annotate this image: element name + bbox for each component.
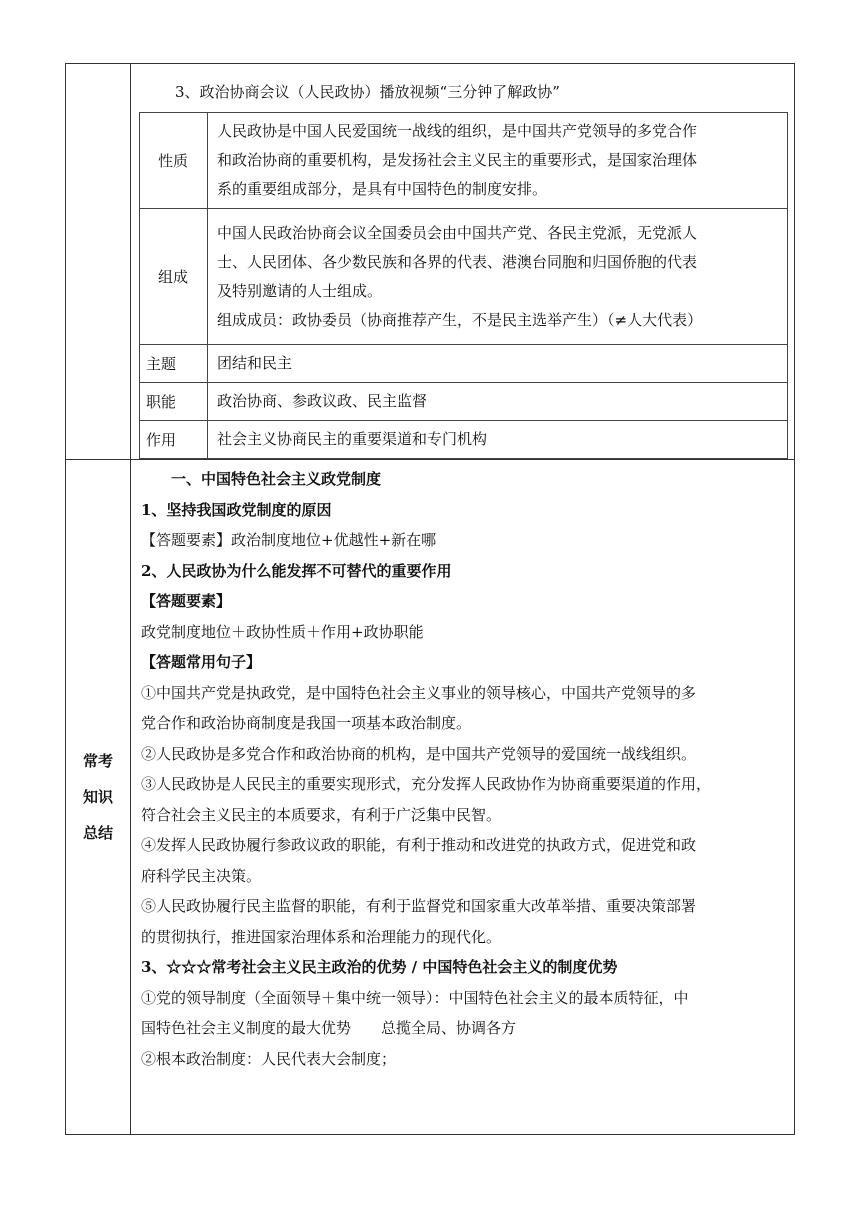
s3-title: 3、☆☆☆常考社会主义民主政治的优势 / 中国特色社会主义的制度优势 [141, 958, 618, 976]
text-line: 系的重要组成部分，是具有中国特色的制度安排。 [217, 180, 548, 198]
intro-line: 3、政治协商会议（人民政协）播放视频“三分钟了解政协” [175, 83, 560, 101]
summary-left-label [66, 460, 131, 1135]
s1-title: 1、坚持我国政党制度的原因 [141, 500, 332, 519]
s2-item-5 [141, 891, 794, 952]
cppcc-row-nature [140, 113, 788, 209]
text-line: ③人民政协是人民民主的重要实现形式，充分发挥人民政协作为协商重要渠道的作用， [141, 775, 712, 793]
text-line: ④发挥人民政协履行参政议政的职能，有利于推动和改进党的执政方式，促进党和政 [141, 836, 697, 854]
s3-item-2: ②根本政治制度：人民代表大会制度； [141, 1049, 397, 1068]
s2-title: 2、人民政协为什么能发挥不可替代的重要作用 [141, 561, 452, 580]
s2-item-2: ②人民政协是多党合作和政治协商的机构，是中国共产党领导的爱国统一战线组织。 [141, 744, 697, 763]
text-line: 府科学民主决策。 [141, 866, 262, 885]
cppcc-row-theme [140, 345, 788, 383]
cppcc-label-role: 作用 [140, 421, 208, 459]
cppcc-value-function: 政治协商、参政议政、民主监督 [208, 383, 788, 421]
text-line: 的贯彻执行，推进国家治理体系和治理能力的现代化。 [141, 927, 502, 946]
cppcc-row-function [140, 383, 788, 421]
cppcc-value-role: 社会主义协商民主的重要渠道和专门机构 [208, 421, 788, 459]
cppcc-value-nature [208, 113, 788, 209]
s2-item-3 [141, 769, 794, 830]
label-line: 知识 [82, 788, 113, 806]
text-line: 符合社会主义民主的本质要求，有利于广泛集中民智。 [141, 805, 502, 824]
top-row [66, 64, 795, 460]
section-heading: 一、中国特色社会主义政党制度 [171, 470, 382, 488]
text-line: ①中国共产党是执政党，是中国特色社会主义事业的领导核心，中国共产党领导的多 [141, 683, 697, 702]
text-line: 士、人民团体、各少数民族和各界的代表、港澳台同胞和归国侨胞的代表 [217, 252, 698, 271]
document-table [65, 63, 795, 1135]
summary-content-cell [131, 460, 795, 1135]
cppcc-label-composition: 组成 [140, 209, 208, 345]
s1-body: 【答题要素】政治制度地位+优越性+新在哪 [141, 531, 437, 549]
text-line: 国特色社会主义制度的最大优势 总揽全局、协调各方 [141, 1019, 517, 1037]
s2-item-4 [141, 830, 794, 891]
cppcc-row-role [140, 421, 788, 459]
cppcc-label-nature: 性质 [140, 113, 208, 209]
text-line: 中国人民政治协商会议全国委员会由中国共产党、各民主党派，无党派人 [217, 223, 698, 242]
summary-content [131, 460, 794, 1074]
s3-item-1 [141, 983, 794, 1044]
text-line: 及特别邀请的人士组成。 [217, 281, 383, 300]
label-line: 总结 [82, 824, 113, 842]
cppcc-label-theme: 主题 [140, 345, 208, 383]
top-content-cell [131, 64, 795, 460]
cppcc-label-function: 职能 [140, 383, 208, 421]
top-left-cell [66, 64, 131, 460]
text-line: ①党的领导制度（全面领导＋集中统一领导）：中国特色社会主义的最本质特征，中 [141, 988, 689, 1007]
s2-key: 政党制度地位＋政协性质＋作用+政协职能 [141, 622, 424, 641]
cppcc-row-composition [140, 209, 788, 345]
cppcc-value-composition [208, 209, 788, 345]
summary-row [66, 460, 795, 1135]
label-line: 常考 [82, 752, 113, 770]
text-line: 和政治协商的重要机构，是发扬社会主义民主的重要形式，是国家治理体 [217, 151, 698, 169]
text-line: 党合作和政治协商制度是我国一项基本政治制度。 [141, 714, 472, 732]
s2-sentences-label: 【答题常用句子】 [141, 653, 262, 671]
text-line: 组成成员：政协委员（协商推荐产生，不是民主选举产生）（≠人大代表） [217, 310, 703, 329]
cppcc-value-theme: 团结和民主 [208, 345, 788, 383]
text-line: ⑤人民政协履行民主监督的职能，有利于监督党和国家重大改革举措、重要决策部署 [141, 897, 697, 915]
cppcc-table [139, 112, 788, 459]
text-line: 人民政协是中国人民爱国统一战线的组织，是中国共产党领导的多党合作 [217, 122, 698, 140]
s2-key-label: 【答题要素】 [141, 592, 232, 610]
s2-item-1 [141, 678, 794, 739]
